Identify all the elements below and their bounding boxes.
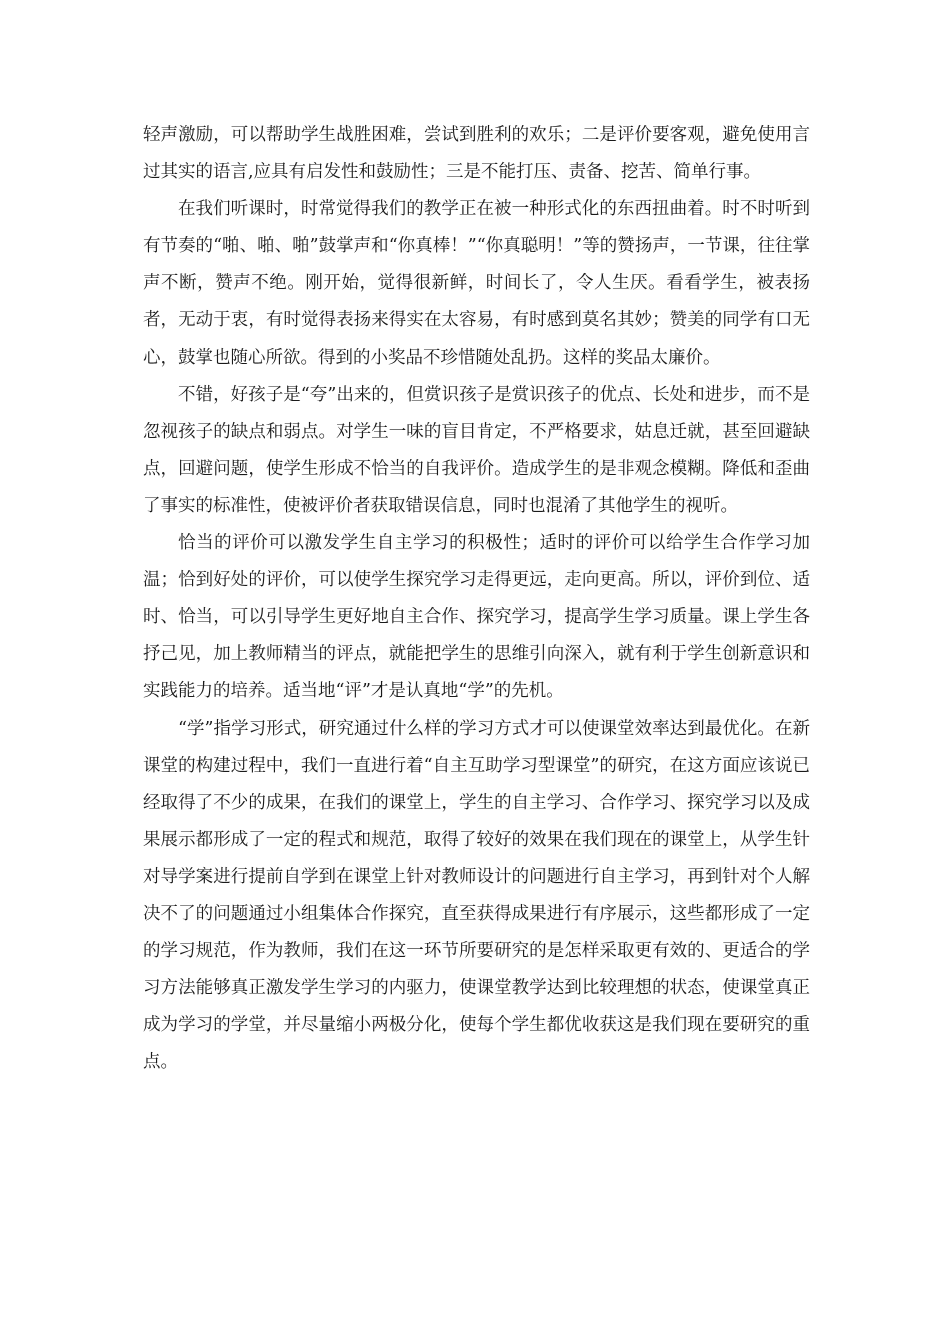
paragraph-1: 轻声激励，可以帮助学生战胜困难，尝试到胜利的欢乐；二是评价要客观，避免使用言过其实的语言,应具有启发性和鼓励性；三是不能打压、责备、挖苦、简单行事。	[143, 125, 810, 183]
paragraph-3: 不错，好孩子是“夸”出来的，但赏识孩子是赏识孩子的优点、长处和进步，而不是忽视孩子的缺点和弱点。对学生一味的盲目肯定，不严格要求，姑息迁就，甚至回避缺点，回避问题，使学生形成不恰当的自我评价。造成学生的是非观念模糊。降低和歪曲了事实的标准性，使被评价者获取错误信息，同时也混淆了其他学生的视听。	[143, 384, 810, 516]
document-page	[143, 117, 810, 1081]
paragraph-4: 恰当的评价可以激发学生自主学习的积极性；适时的评价可以给学生合作学习加温；恰到好处的评价，可以使学生探究学习走得更远，走向更高。所以，评价到位、适时、恰当，可以引导学生更好地自主合作、探究学习，提高学生学习质量。课上学生各抒己见，加上教师精当的评点，就能把学生的思维引向深入，就有利于学生创新意识和实践能力的培养。适当地“评”才是认真地“学”的先机。	[143, 533, 810, 702]
paragraph-2: 在我们听课时，时常觉得我们的教学正在被一种形式化的东西扭曲着。时不时听到有节奏的“啪、啪、啪”鼓掌声和“你真棒！”“你真聪明！”等的赞扬声，一节课，往往掌声不断，赞声不绝。刚开始，觉得很新鲜，时间长了，令人生厌。看看学生，被表扬者，无动于衷，有时觉得表扬来得实在太容易，有时感到莫名其妙；赞美的同学有口无心，鼓掌也随心所欲。得到的小奖品不珍惜随处乱扔。这样的奖品太廉价。	[143, 199, 810, 368]
paragraph-5: “学”指学习形式，研究通过什么样的学习方式才可以使课堂效率达到最优化。在新课堂的构建过程中，我们一直进行着“自主互助学习型课堂”的研究，在这方面应该说已经取得了不少的成果，在我们的课堂上，学生的自主学习、合作学习、探究学习以及成果展示都形成了一定的程式和规范，取得了较好的效果在我们现在的课堂上，从学生针对导学案进行提前自学到在课堂上针对教师设计的问题进行自主学习，再到针对个人解决不了的问题通过小组集体合作探究，直至获得成果进行有序展示，这些都形成了一定的学习规范，作为教师，我们在这一环节所要研究的是怎样采取更有效的、更适合的学习方法能够真正激发学生学习的内驱力，使课堂教学达到比较理想的状态，使课堂真正成为学习的学堂，并尽量缩小两极分化，使每个学生都优收获这是我们现在要研究的重点。	[143, 718, 810, 1073]
